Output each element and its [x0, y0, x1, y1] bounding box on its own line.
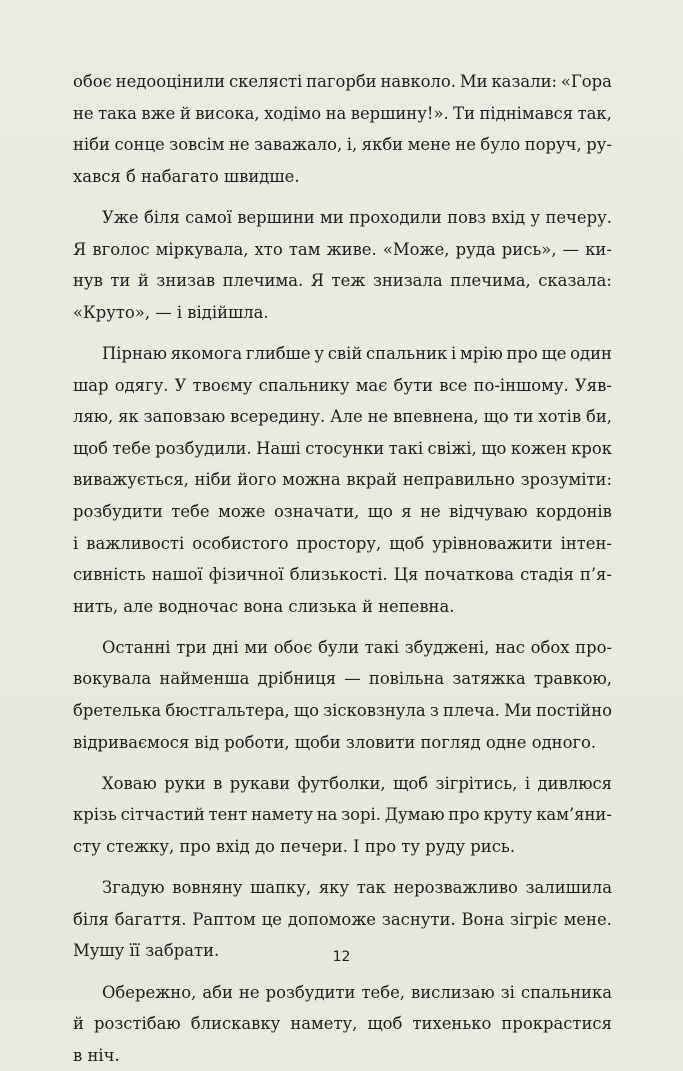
text-line: шар одягу. У твоєму спальнику має бути все по-іншому. Уяв-: [73, 375, 612, 395]
text-line: і важливості особистого простору, щоб урівноважити інтен-: [73, 533, 612, 553]
text-line: ляю, як заповзаю всередину. Але не впевнена, що ти хотів би,: [73, 407, 612, 427]
paragraph-gap: [73, 328, 612, 338]
text-line: Мушу її забрати.: [73, 941, 220, 961]
text-line: Останні три дні ми обоє були такі збуджені, нас обох про-: [102, 637, 612, 657]
text-line: біля багаття. Раптом це допоможе заснути. Вона зігріє мене.: [73, 909, 612, 929]
page-number: 12: [332, 949, 351, 965]
paragraph-gap: [73, 967, 612, 977]
paragraph-gap: [73, 622, 612, 632]
text-line: щоб тебе розбудили. Наші стосунки такі свіжі, що кожен крок: [73, 438, 612, 458]
text-line: «Круто», — і відійшла.: [73, 302, 269, 322]
text-line: вокувала найменша дрібниця — повільна затяжка травкою,: [73, 669, 612, 689]
paragraph: [73, 202, 612, 328]
text-line: Обережно, аби не розбудити тебе, вислизаю зі спальника: [102, 982, 612, 1002]
text-line: Я вголос міркувала, хто там живе. «Може, руда рись», — ки-: [73, 239, 612, 259]
text-line: ніби сонце зовсім не заважало, і, якби мене не було поруч, ру-: [73, 135, 612, 155]
paragraph: [73, 632, 612, 758]
text-line: обоє недооцінили скелясті пагорби навколо. Ми казали: «Гора: [73, 72, 612, 91]
text-line: в ніч.: [73, 1045, 120, 1065]
paragraph-gap: [73, 863, 612, 873]
text-line: крізь сітчастий тент намету на зорі. Думаю про круту кам’яни-: [73, 805, 612, 825]
paragraph: [73, 66, 612, 192]
paragraph: [73, 768, 612, 863]
text-line: сту стежку, про вхід до печери. І про ту руду рись.: [73, 837, 516, 857]
paragraph-gap: [73, 192, 612, 202]
paragraph: [73, 977, 612, 1071]
text-line: нить, але водночас вона слизька й непевна.: [73, 596, 455, 616]
text-line: нув ти й знизав плечима. Я теж знизала плечима, сказала:: [73, 271, 612, 291]
text-line: виважується, ніби його можна вкрай неправильно зрозуміти:: [73, 470, 612, 490]
text-line: розбудити тебе може означати, що я не відчуваю кордонів: [73, 501, 612, 521]
text-line: й розстібаю блискавку намету, щоб тихенько прокрастися: [73, 1014, 612, 1034]
body-text: [73, 66, 612, 1071]
text-line: Пірнаю якомога глибше у свій спальник і мрію про ще один: [102, 343, 612, 363]
text-line: бретелька бюстгальтера, що зісковзнула з плеча. Ми постійно: [73, 701, 612, 721]
text-line: Уже біля самої вершини ми проходили повз вхід у печеру.: [102, 207, 612, 227]
text-line: Згадую вовняну шапку, яку так нерозважливо залишила: [102, 878, 612, 898]
paragraph-gap: [73, 758, 612, 768]
text-line: не така вже й висока, ходімо на вершину!». Ти піднімався так,: [73, 103, 612, 123]
text-line: Ховаю руки в рукави футболки, щоб зігрітись, і дивлюся: [102, 773, 612, 793]
text-line: відриваємося від роботи, щоби зловити погляд одне одного.: [73, 732, 597, 752]
paragraph: [73, 338, 612, 622]
text-line: сивність нашої фізичної близькості. Ця початкова стадія п’я-: [73, 565, 612, 585]
text-line: хався б набагато швидше.: [73, 166, 300, 186]
